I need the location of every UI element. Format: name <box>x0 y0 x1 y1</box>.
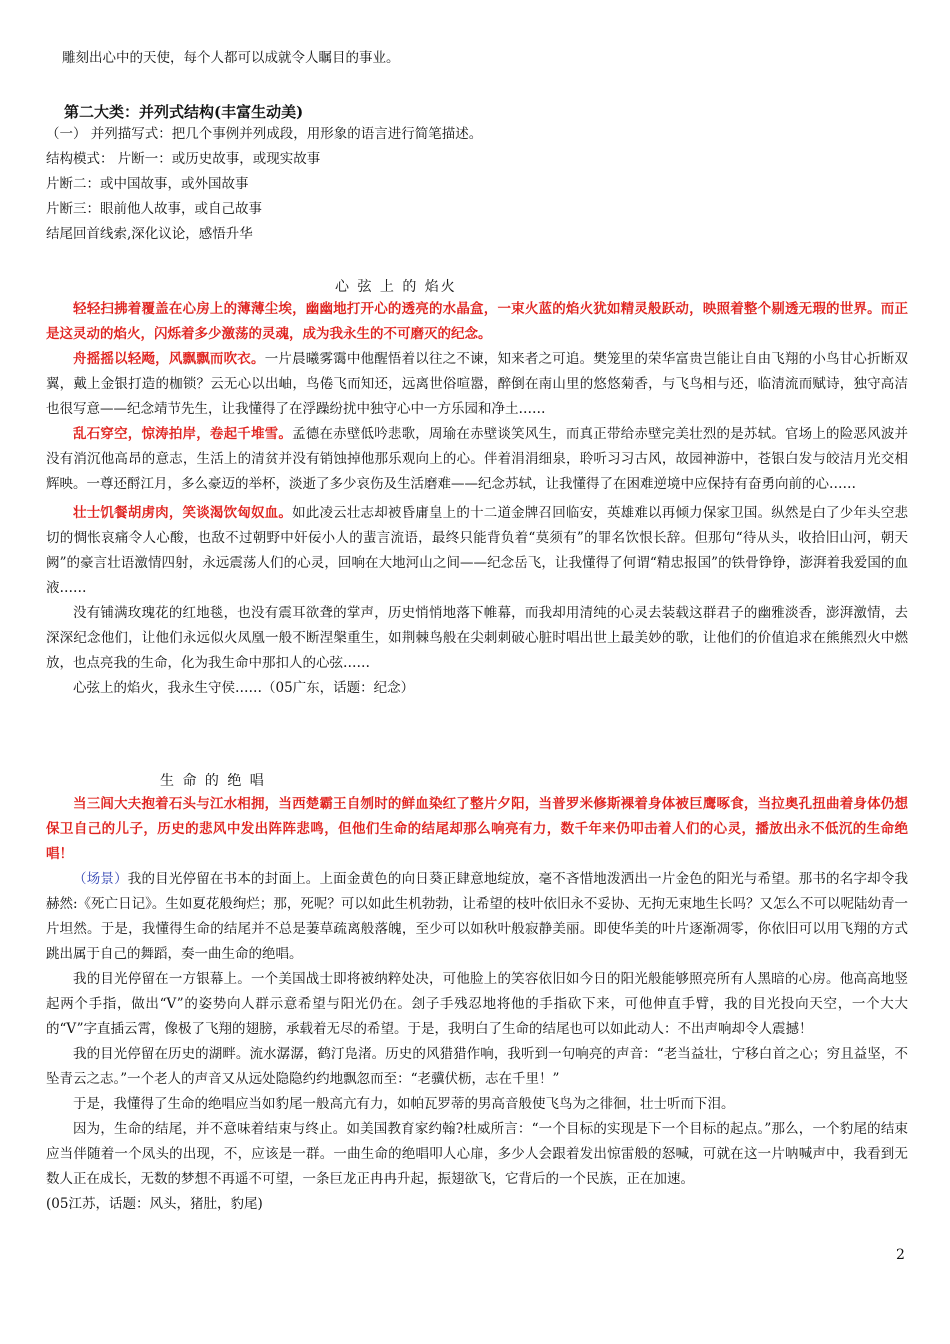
paragraph-text: 孟德在赤壁低吟悲歌，周瑜在赤壁谈笑风生，而真正带给赤壁完美壮烈的是苏轼。官场上的险恶风波并没有消沉他高昂的意志，生活上的清贫并没有销蚀掉他那乐观向上的心。伴着涓涓细泉，聆听习习古风，故园神游中，苍银白发与皎洁月光交相辉映。一尊还酹江月，多么豪迈的举杯，淡逝了多少哀伤及生活磨难——纪念苏轼，让我懂得了在困难逆境中应保持有奋勇向前的心…… <box>46 426 909 492</box>
essay2-paragraph <box>46 867 908 967</box>
scene-tag: （场景） <box>73 871 128 887</box>
essay2-body <box>46 792 908 1217</box>
paragraph-text: 如此凌云壮志却被昏庸皇上的十二道金牌召回临安，英雄难以再倾力保家卫国。纵然是白了少年头空悲切的惆怅哀痛令人心酸，也敌不过朝野中奸佞小人的蜚言流语，最终只能背负着“莫须有”的罪名饮恨长辞。但那句“待从头，收拾旧山河，朝天阙”的豪言壮语激情四射，永远震荡人们的心灵，回响在大地河山之间——纪念岳飞，让我懂得了何谓“精忠报国”的铁骨铮铮，澎湃着我爱国的血液…… <box>46 505 909 596</box>
page-number: 2 <box>896 1247 905 1263</box>
paragraph-text: 我的目光停留在书本的封面上。上面金黄色的向日葵正肆意地绽放，毫不吝惜地泼洒出一片金色的阳光与希望。那书的名字却令我赫然:《死亡日记》。生如夏花般绚烂；那，死呢？可以如此生机勃勃，让希望的枝叶依旧永不妥协、无拘无束地生长吗？又怎么不可以呢陆幼青一片坦然。于是，我懂得生命的结尾并不总是萋草疏离般落魄，至少可以如秋叶般寂静美丽。即使华美的叶片逐渐凋零，你依旧可以用飞翔的方式跳出属于自己的舞蹈，奏一曲生命的绝唱。 <box>46 871 909 962</box>
essay1-title: 心 弦 上 的 焰火 <box>335 279 457 295</box>
essay1-paragraph: 轻轻扫拂着覆盖在心房上的薄薄尘埃，幽幽地打开心的透亮的水晶盒，一束火蓝的焰火犹如精灵般跃动，映照着整个剔透无瑕的世界。而正是这灵动的焰火，闪烁着多少激荡的灵魂，成为我永生的不可磨灭的纪念。 <box>46 301 908 342</box>
structure-line: （一） 并列描写式：把几个事例并列成段，用形象的语言进行简笔描述。 <box>46 126 483 142</box>
essay2-paragraph: 当三闾大夫抱着石头与江水相拥，当西楚霸王自刎时的鲜血染红了整片夕阳，当普罗米修斯裸着身体被巨鹰啄食，当拉奥孔扭曲着身体仍想保卫自己的儿子，历史的悲风中发出阵阵悲鸣，但他们生命的结尾却那么响亮有力，数千年来仍叩击着人们的心灵，播放出永不低沉的生命绝唱！ <box>46 796 908 862</box>
essay1-paragraph <box>46 347 908 422</box>
essay2-title: 生 命 的 绝 唱 <box>160 773 266 789</box>
paragraph-text: 一片晨曦雾霭中他醒悟着以往之不谏，知来者之可追。樊笼里的荣华富贵岂能让自由飞翔的小鸟甘心折断双翼，戴上金银打造的枷锁？云无心以出岫，鸟倦飞而知还，远离世俗喧嚣，醉倒在南山里的悠悠菊香，与飞鸟相与还，临清流而赋诗，独守高洁也很写意——纪念靖节先生，让我懂得了在浮躁纷扰中独守心中一方乐园和净土…… <box>46 351 909 417</box>
structure-line: 结构模式： 片断一：或历史故事，或现实故事 <box>46 151 321 167</box>
structure-line: 结尾回首线索,深化议论，感悟升华 <box>46 226 253 242</box>
essay1-paragraph: 没有铺满玫瑰花的红地毯，也没有震耳欲聋的掌声，历史悄悄地落下帷幕，而我却用清纯的心灵去装载这群君子的幽雅淡香，澎湃激情，去深深纪念他们，让他们永远似火凤凰一般不断涅槃重生，如荆棘鸟般在尖刺刺破心脏时唱出世上最美妙的歌，让他们的价值追求在熊熊烈火中燃放，也点亮我的生命，化为我生命中那扣人的心弦…… <box>46 605 908 671</box>
essay2-paragraph: 我的目光停留在一方银幕上。一个美国战士即将被纳粹处决，可他脸上的笑容依旧如今日的阳光般能够照亮所有人黑暗的心房。他高高地竖起两个手指，做出“V”的姿势向人群示意希望与阳光仍在。刽子手残忍地将他的手指砍下来，可他伸直手臂，我的目光投向天空，一个大大的“V”字直插云霄，像极了飞翔的翅膀，承载着无尽的希望。于是，我明白了生命的结尾也可以如此动人：不出声响却令人震撼！ <box>46 971 908 1037</box>
quote-highlight: 乱石穿空，惊涛拍岸，卷起千堆雪。 <box>73 426 293 442</box>
essay2-paragraph: 于是，我懂得了生命的绝唱应当如豹尾一般高亢有力，如帕瓦罗蒂的男高音般使飞鸟为之徘徊，壮士听而下泪。 <box>73 1096 735 1112</box>
structure-description <box>46 122 908 247</box>
section-heading: 第二大类：并列式结构(丰富生动美) <box>64 103 304 121</box>
intro-line: 雕刻出心中的天使，每个人都可以成就令人瞩目的事业。 <box>62 50 400 66</box>
essay1-body <box>46 297 908 701</box>
essay1-paragraph <box>46 422 908 497</box>
structure-line: 片断二：或中国故事，或外国故事 <box>46 176 249 192</box>
essay2-paragraph: 因为，生命的结尾，并不意味着结束与终止。如美国教育家约翰?杜威所言：“一个目标的实现是下一个目标的起点。”那么，一个豹尾的结束应当伴随着一个凤头的出现，不，应该是一群。一曲生命的绝唱叩人心扉，多少人会跟着发出惊雷般的怒喊，可就在这一片呐喊声中，我看到无数人正在成长，无数的梦想不再遥不可望，一条巨龙正冉冉升起，振翅欲飞，它背后的一个民族，正在加速。 <box>46 1121 908 1187</box>
essay2-source: (05江苏，话题：风头，猪肚，豹尾) <box>46 1196 263 1212</box>
essay2-paragraph: 我的目光停留在历史的湖畔。流水潺潺，鹤汀凫渚。历史的风猎猎作响，我听到一句响亮的声音：“老当益壮，宁移白首之心；穷且益坚，不坠青云之志。”一个老人的声音又从远处隐隐约约地飘忽而至：“老骥伏枥，志在千里！” <box>46 1046 908 1087</box>
essay1-paragraph <box>46 501 908 601</box>
structure-line: 片断三：眼前他人故事，或自己故事 <box>46 201 262 217</box>
quote-highlight: 舟摇摇以轻飏，风飘飘而吹衣。 <box>73 351 265 367</box>
essay1-closing: 心弦上的焰火，我永生守侯……（05广东，话题：纪念） <box>73 680 415 696</box>
quote-highlight: 壮士饥餐胡虏肉，笑谈渴饮匈奴血。 <box>73 505 293 521</box>
